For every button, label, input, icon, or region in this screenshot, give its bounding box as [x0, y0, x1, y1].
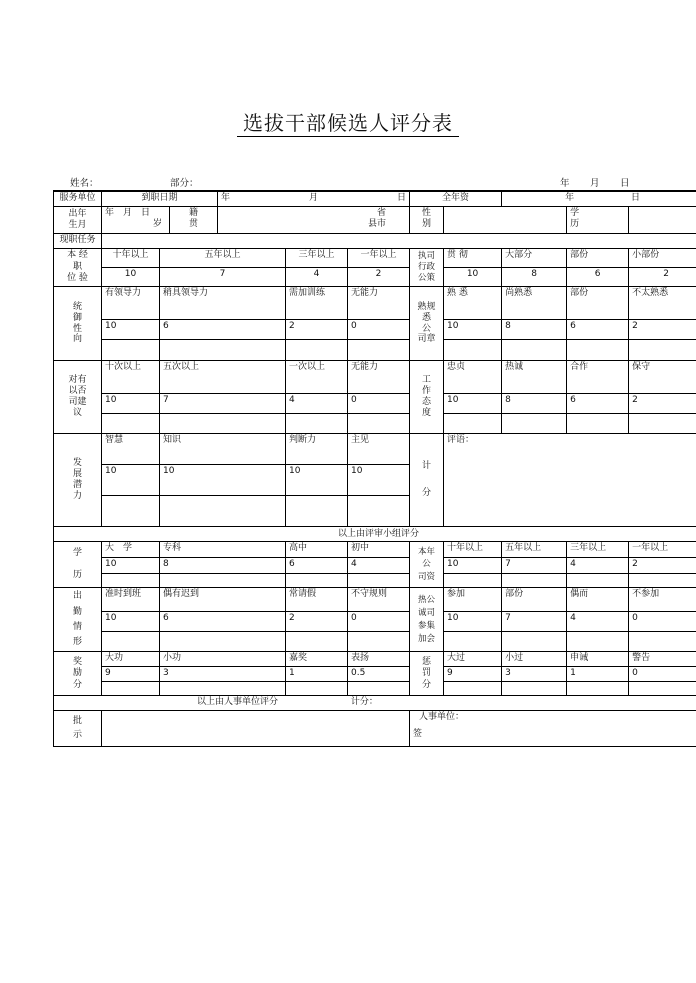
tenure-mark[interactable]: [444, 573, 502, 588]
tenure-label: 本年 公 司资: [410, 542, 444, 588]
page-title: 选拔干部候选人评分表: [0, 107, 696, 136]
meeting-mark[interactable]: [502, 632, 567, 652]
experience-option: 一年以上: [348, 249, 410, 268]
hr-unit-label: 人事单位：: [419, 712, 465, 723]
attendance-option: 不守规则: [348, 588, 410, 612]
leadership-score: 2: [286, 320, 348, 340]
potential-option: 判断力: [286, 434, 348, 465]
reward-score: 0.5: [348, 667, 410, 682]
rules-mark[interactable]: [629, 340, 696, 361]
punishment-label: 惩 罚 分: [410, 652, 444, 696]
suggestion-score: 7: [160, 394, 286, 414]
policy-score: 10: [444, 268, 502, 287]
row-education-options: [54, 542, 696, 558]
tenure-score: 7: [502, 557, 567, 573]
leadership-label: 统 御 性 向: [54, 287, 102, 361]
potential-score: 10: [160, 465, 286, 496]
meeting-option: 偶而: [567, 588, 629, 612]
suggestion-option: 无能力: [348, 361, 410, 394]
potential-mark[interactable]: [102, 496, 160, 527]
potential-score: 10: [348, 465, 410, 496]
reward-option: 大功: [102, 652, 160, 667]
reward-score: 9: [102, 667, 160, 682]
rules-label: 熟规 悉 公 司章: [410, 287, 444, 361]
policy-score: 8: [502, 268, 567, 287]
name-label: 姓名：: [70, 178, 99, 189]
suggestion-mark[interactable]: [160, 414, 286, 434]
row-leadership-scores: [54, 320, 696, 340]
punishment-score: 9: [444, 667, 502, 682]
experience-score: 4: [286, 268, 348, 287]
tenure-option: 十年以上: [444, 542, 502, 558]
row-leadership-blank: [54, 340, 696, 361]
gender-value[interactable]: [444, 207, 567, 234]
evaluation-form: [53, 190, 696, 747]
row-suggestion-options: [54, 361, 696, 394]
experience-option: 五年以上: [160, 249, 286, 268]
tenure-score: 4: [567, 557, 629, 573]
leadership-mark[interactable]: [286, 340, 348, 361]
row-current-post: [54, 234, 696, 249]
meeting-mark[interactable]: [567, 632, 629, 652]
policy-option: 大部分: [502, 249, 567, 268]
suggestion-score: 10: [102, 394, 160, 414]
join-date-label: 到职日期: [102, 191, 218, 207]
row-attendance-blank: [54, 632, 696, 652]
row-reward-options: [54, 652, 696, 667]
gender-label: 性 别: [410, 207, 444, 234]
leadership-mark[interactable]: [348, 340, 410, 361]
policy-score: 6: [567, 268, 629, 287]
attendance-mark[interactable]: [348, 632, 410, 652]
rules-option: 尚熟悉: [502, 287, 567, 320]
meeting-label: 热公 诚司 参集 加会: [410, 588, 444, 652]
attendance-score: 10: [102, 612, 160, 632]
policy-score: 2: [629, 268, 696, 287]
header-day: 日: [620, 178, 630, 189]
punishment-mark[interactable]: [567, 682, 629, 696]
potential-option: 知识: [160, 434, 286, 465]
rules-mark[interactable]: [567, 340, 629, 361]
education-mark[interactable]: [102, 573, 160, 588]
suggestion-option: 一次以上: [286, 361, 348, 394]
attendance-mark[interactable]: [286, 632, 348, 652]
punishment-option: 小过: [502, 652, 567, 667]
score-label: 计 分: [410, 434, 444, 527]
meeting-score: 10: [444, 612, 502, 632]
row-service: [54, 191, 696, 207]
attitude-score: 6: [567, 394, 629, 414]
header-month: 月: [590, 178, 600, 189]
education-value[interactable]: [629, 207, 696, 234]
reward-mark[interactable]: [348, 682, 410, 696]
education-mark[interactable]: [160, 573, 286, 588]
hr-unit-box[interactable]: [410, 711, 696, 747]
rules-score: 2: [629, 320, 696, 340]
punishment-option: 大过: [444, 652, 502, 667]
group-eval-note: 以上由评审小组评分: [54, 527, 696, 542]
education-score: 8: [160, 557, 286, 573]
attitude-mark[interactable]: [567, 414, 629, 434]
reward-option: 表扬: [348, 652, 410, 667]
meeting-mark[interactable]: [444, 632, 502, 652]
reward-option: 小功: [160, 652, 286, 667]
attitude-option: 合作: [567, 361, 629, 394]
reward-mark[interactable]: [160, 682, 286, 696]
reward-label: 奖 励 分: [54, 652, 102, 696]
attitude-mark[interactable]: [502, 414, 567, 434]
attendance-label: 出 勤 情 形: [54, 588, 102, 652]
leadership-mark[interactable]: [102, 340, 160, 361]
education-score: 6: [286, 557, 348, 573]
meeting-mark[interactable]: [629, 632, 696, 652]
join-date-ymd[interactable]: 年 月 日: [218, 191, 410, 207]
row-approval: [54, 711, 696, 747]
experience-score: 10: [102, 268, 160, 287]
policy-option: 部份: [567, 249, 629, 268]
suggestion-mark[interactable]: [102, 414, 160, 434]
meeting-score: 7: [502, 612, 567, 632]
punishment-mark[interactable]: [502, 682, 567, 696]
attitude-label: 工 作 态 度: [410, 361, 444, 434]
leadership-option: 需加训练: [286, 287, 348, 320]
total-score-label: 计分：: [350, 697, 378, 708]
service-unit-label: 服务单位: [54, 191, 102, 207]
education-option: 初中: [348, 542, 410, 558]
potential-score: 10: [102, 465, 160, 496]
salary-value[interactable]: 年 日: [502, 191, 696, 207]
education-score: 4: [348, 557, 410, 573]
birth-label: 出年 生月: [54, 207, 102, 234]
native-label: 籍 贯: [170, 207, 218, 234]
meeting-score: 0: [629, 612, 696, 632]
rules-score: 10: [444, 320, 502, 340]
policy-label: 执司 行政 公策: [410, 249, 444, 287]
potential-label: 发 展 潜 力: [54, 434, 102, 527]
punishment-score: 1: [567, 667, 629, 682]
meeting-score: 4: [567, 612, 629, 632]
potential-score: 10: [286, 465, 348, 496]
tenure-option: 一年以上: [629, 542, 696, 558]
meeting-option: 部份: [502, 588, 567, 612]
suggestion-option: 五次以上: [160, 361, 286, 394]
hr-eval-line: [54, 696, 696, 711]
row-personal: [54, 207, 696, 234]
tenure-score: 2: [629, 557, 696, 573]
row-suggestion-scores: [54, 394, 696, 414]
department-label: 部分：: [170, 178, 199, 189]
attendance-option: 准时到班: [102, 588, 160, 612]
header-year: 年: [560, 178, 570, 189]
policy-option: 贯 彻: [444, 249, 502, 268]
attendance-option: 偶有迟到: [160, 588, 286, 612]
attitude-score: 2: [629, 394, 696, 414]
potential-mark[interactable]: [348, 496, 410, 527]
row-suggestion-blank: [54, 414, 696, 434]
experience-score: 7: [160, 268, 286, 287]
education-option: 专科: [160, 542, 286, 558]
leadership-option: 有领导力: [102, 287, 160, 320]
current-post-value[interactable]: [102, 234, 696, 249]
comment-box[interactable]: [444, 434, 696, 527]
potential-option: 主见: [348, 434, 410, 465]
leadership-score: 0: [348, 320, 410, 340]
education-option: 大 学: [102, 542, 160, 558]
suggestion-score: 4: [286, 394, 348, 414]
reward-option: 嘉奖: [286, 652, 348, 667]
suggestion-mark[interactable]: [348, 414, 410, 434]
potential-option: 智慧: [102, 434, 160, 465]
row-group-eval: [54, 527, 696, 542]
suggestion-score: 0: [348, 394, 410, 414]
punishment-option: 申诫: [567, 652, 629, 667]
attitude-mark[interactable]: [444, 414, 502, 434]
attendance-score: 6: [160, 612, 286, 632]
birth-date[interactable]: 年 月 日 岁: [102, 207, 170, 234]
tenure-option: 五年以上: [502, 542, 567, 558]
education-option: 高中: [286, 542, 348, 558]
attendance-mark[interactable]: [160, 632, 286, 652]
punishment-mark[interactable]: [444, 682, 502, 696]
row-attendance-options: [54, 588, 696, 612]
rules-mark[interactable]: [444, 340, 502, 361]
attitude-score: 8: [502, 394, 567, 414]
row-reward-scores: [54, 667, 696, 682]
row-education-blank: [54, 573, 696, 588]
rules-score: 6: [567, 320, 629, 340]
reward-score: 1: [286, 667, 348, 682]
rules-option: 部份: [567, 287, 629, 320]
punishment-mark[interactable]: [629, 682, 696, 696]
tenure-mark[interactable]: [502, 573, 567, 588]
approval-label: 批 示: [54, 711, 102, 747]
attendance-score: 0: [348, 612, 410, 632]
row-education-scores: [54, 557, 696, 573]
row-experience-scores: [54, 268, 696, 287]
meeting-option: 不参加: [629, 588, 696, 612]
tenure-mark[interactable]: [629, 573, 696, 588]
rules-score: 8: [502, 320, 567, 340]
experience-score: 2: [348, 268, 410, 287]
attendance-option: 常请假: [286, 588, 348, 612]
potential-mark[interactable]: [286, 496, 348, 527]
education-mark[interactable]: [348, 573, 410, 588]
reward-mark[interactable]: [102, 682, 160, 696]
attitude-option: 忠贞: [444, 361, 502, 394]
attitude-score: 10: [444, 394, 502, 414]
current-post-label: 现职任务: [54, 234, 102, 249]
meeting-option: 参加: [444, 588, 502, 612]
row-potential-options: [54, 434, 696, 465]
attitude-option: 保守: [629, 361, 696, 394]
rules-mark[interactable]: [502, 340, 567, 361]
salary-label: 全年资: [410, 191, 502, 207]
leadership-option: 稍具领导力: [160, 287, 286, 320]
attitude-mark[interactable]: [629, 414, 696, 434]
rules-option: 不太熟悉: [629, 287, 696, 320]
policy-option: 小部份: [629, 249, 696, 268]
education-mark[interactable]: [286, 573, 348, 588]
leadership-score: 10: [102, 320, 160, 340]
leadership-option: 无能力: [348, 287, 410, 320]
row-reward-blank: [54, 682, 696, 696]
suggestion-label: 对有 以否 司建 议: [54, 361, 102, 434]
row-hr-eval: [54, 696, 696, 711]
tenure-score: 10: [444, 557, 502, 573]
punishment-score: 3: [502, 667, 567, 682]
leadership-mark[interactable]: [160, 340, 286, 361]
attitude-option: 热诚: [502, 361, 567, 394]
rules-option: 熟 悉: [444, 287, 502, 320]
education-label: 学 历: [567, 207, 629, 234]
leadership-score: 6: [160, 320, 286, 340]
punishment-score: 0: [629, 667, 696, 682]
suggestion-mark[interactable]: [286, 414, 348, 434]
education-history-label: 学 历: [54, 542, 102, 588]
tenure-option: 三年以上: [567, 542, 629, 558]
tenure-mark[interactable]: [567, 573, 629, 588]
row-attendance-scores: [54, 612, 696, 632]
comment-label: 评语：: [447, 435, 475, 446]
reward-mark[interactable]: [286, 682, 348, 696]
row-experience-options: [54, 249, 696, 268]
experience-option: 十年以上: [102, 249, 160, 268]
row-leadership-options: [54, 287, 696, 320]
experience-option: 三年以上: [286, 249, 348, 268]
reward-score: 3: [160, 667, 286, 682]
potential-mark[interactable]: [160, 496, 286, 527]
suggestion-option: 十次以上: [102, 361, 160, 394]
sign-label: 签: [413, 729, 423, 740]
hr-eval-note: 以上由人事单位评分: [197, 697, 279, 708]
punishment-option: 警告: [629, 652, 696, 667]
experience-label: 本 经 职 位 验: [54, 249, 102, 287]
native-place[interactable]: 省 县市: [218, 207, 410, 234]
approval-box[interactable]: [102, 711, 410, 747]
attendance-score: 2: [286, 612, 348, 632]
attendance-mark[interactable]: [102, 632, 160, 652]
education-score: 10: [102, 557, 160, 573]
